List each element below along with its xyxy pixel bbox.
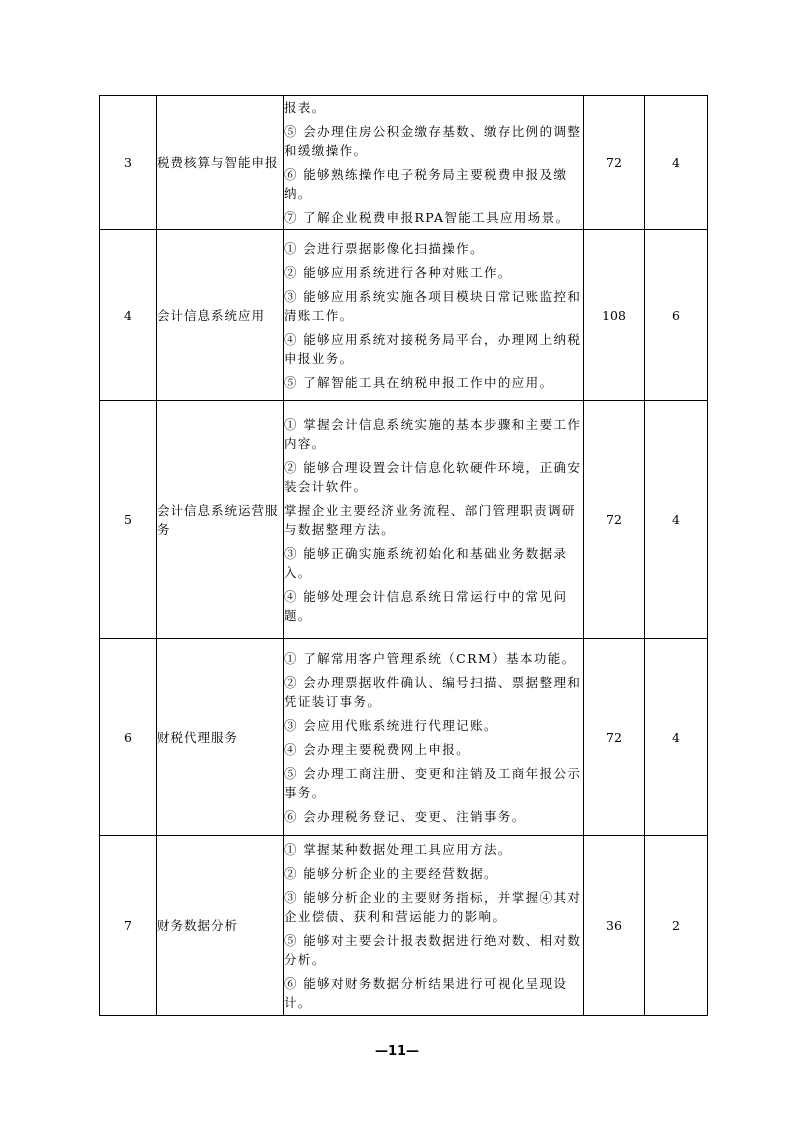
- course-credits: 4: [645, 639, 708, 836]
- course-name: 财务数据分析: [157, 836, 284, 1016]
- content-item: ⑥ 会办理税务登记、变更、注销事务。: [284, 808, 526, 824]
- table-row: [100, 96, 708, 230]
- content-item: ② 能够合理设置会计信息化软硬件环境，正确安装会计软件。: [284, 459, 582, 494]
- content-item: ⑦ 了解企业税费申报RPA智能工具应用场景。: [284, 210, 570, 225]
- row-number: 3: [100, 96, 157, 230]
- course-name: 会计信息系统运营服务: [157, 401, 284, 639]
- content-item: ⑤ 了解智能工具在纳税申报工作中的应用。: [284, 374, 554, 390]
- content-item: ④ 能够处理会计信息系统日常运行中的常见问题。: [284, 588, 568, 623]
- course-name: 财税代理服务: [157, 639, 284, 836]
- content-item: ⑤ 能够对主要会计报表数据进行绝对数、相对数分析。: [284, 932, 582, 967]
- course-content: [284, 230, 584, 401]
- row-number: 4: [100, 230, 157, 401]
- table-row: [100, 639, 708, 836]
- course-name: 税费核算与智能申报: [157, 96, 284, 230]
- content-item: ② 能够应用系统进行各种对账工作。: [284, 264, 512, 280]
- course-content: [284, 96, 584, 230]
- table-row: [100, 401, 708, 639]
- course-credits: 6: [645, 230, 708, 401]
- course-hours: 108: [584, 230, 645, 401]
- course-content: [284, 639, 584, 836]
- course-name: 会计信息系统应用: [157, 230, 284, 401]
- course-credits: 4: [645, 96, 708, 230]
- content-item: ① 掌握某种数据处理工具应用方法。: [284, 841, 512, 857]
- table-row: [100, 230, 708, 401]
- content-item: ③ 能够应用系统实施各项目模块日常记账监控和清账工作。: [284, 288, 582, 323]
- course-credits: 2: [645, 836, 708, 1016]
- content-item: ② 能够分析企业的主要经营数据。: [284, 865, 498, 881]
- course-content: [284, 836, 584, 1016]
- course-hours: 72: [584, 639, 645, 836]
- course-credits: 4: [645, 401, 708, 639]
- row-number: 6: [100, 639, 157, 836]
- content-item: 报表。: [284, 100, 326, 115]
- content-item: 掌握企业主要经济业务流程、部门管理职责调研与数据整理方法。: [284, 502, 576, 537]
- content-item: ① 会进行票据影像化扫描操作。: [284, 240, 484, 256]
- content-item: ④ 能够应用系统对接税务局平台，办理网上纳税申报业务。: [284, 331, 582, 366]
- course-table: [99, 95, 708, 1016]
- content-item: ③ 能够分析企业的主要财务指标，并掌握④其对企业偿债、获利和营运能力的影响。: [284, 889, 582, 924]
- content-item: ① 了解常用客户管理系统（CRM）基本功能。: [284, 650, 576, 666]
- content-item: ⑥ 能够对财务数据分析结果进行可视化呈现设计。: [284, 975, 568, 1010]
- content-item: ③ 能够正确实施系统初始化和基础业务数据录入。: [284, 545, 568, 580]
- content-item: ⑥ 能够熟练操作电子税务局主要税费申报及缴纳。: [284, 167, 568, 201]
- page-number: —11—: [374, 1044, 420, 1059]
- course-hours: 72: [584, 96, 645, 230]
- table-row: [100, 836, 708, 1016]
- row-number: 7: [100, 836, 157, 1016]
- content-item: ③ 会应用代账系统进行代理记账。: [284, 717, 498, 733]
- content-item: ⑤ 会办理工商注册、变更和注销及工商年报公示事务。: [284, 765, 582, 800]
- course-content: [284, 401, 584, 639]
- row-number: 5: [100, 401, 157, 639]
- content-item: ① 掌握会计信息系统实施的基本步骤和主要工作内容。: [284, 416, 582, 451]
- content-item: ⑤ 会办理住房公积金缴存基数、缴存比例的调整和缓缴操作。: [284, 124, 582, 158]
- content-item: ② 会办理票据收件确认、编号扫描、票据整理和凭证装订事务。: [284, 674, 582, 709]
- course-hours: 36: [584, 836, 645, 1016]
- content-item: ④ 会办理主要税费网上申报。: [284, 741, 471, 757]
- course-hours: 72: [584, 401, 645, 639]
